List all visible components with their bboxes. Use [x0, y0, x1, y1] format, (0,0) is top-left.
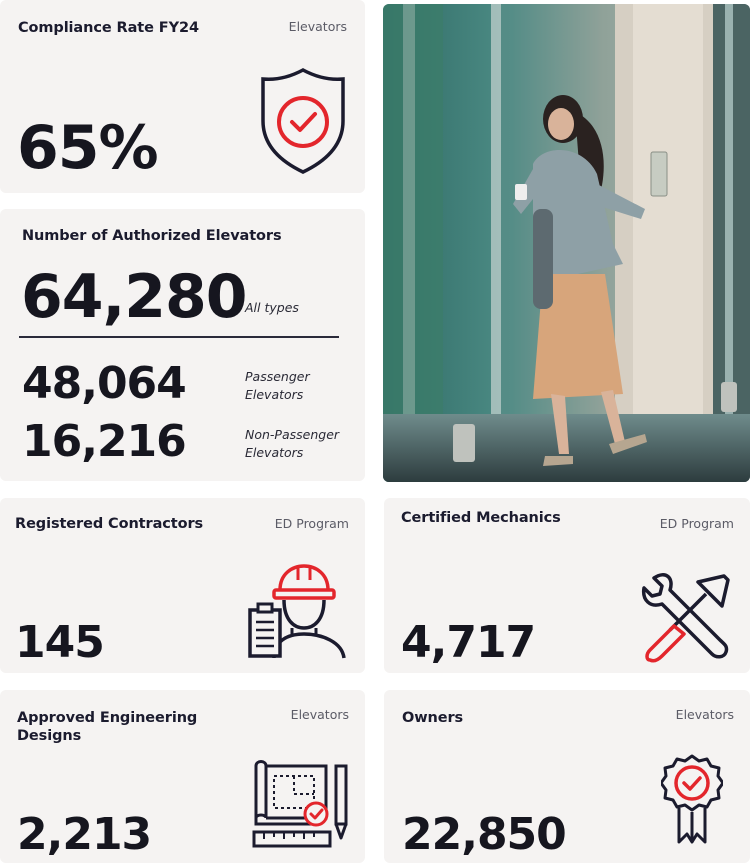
nonpassenger-note: Non-Passenger Elevators: [245, 427, 340, 460]
compliance-title: Compliance Rate FY24: [18, 20, 199, 36]
passenger-value: 48,064: [22, 358, 186, 409]
compliance-card: [0, 0, 365, 193]
owners-value: 22,850: [402, 809, 566, 860]
award-rosette-icon: [661, 754, 723, 846]
mechanics-title: Certified Mechanics: [401, 510, 561, 526]
authorized-total: 64,280: [21, 262, 247, 332]
blueprint-pencil-icon: [248, 758, 354, 854]
designs-title: Approved Engineering Designs: [17, 710, 198, 744]
shield-check-icon: [258, 66, 348, 176]
owners-tag: Elevators: [675, 707, 734, 722]
compliance-value: 65%: [17, 113, 158, 183]
nonpassenger-value: 16,216: [22, 416, 186, 467]
owners-title: Owners: [402, 710, 464, 726]
designs-tag: Elevators: [290, 707, 349, 722]
authorized-total-note: All types: [245, 300, 299, 315]
contractors-card: [0, 498, 365, 673]
mechanics-value: 4,717: [401, 617, 536, 668]
mechanics-card: [384, 498, 750, 673]
divider: [19, 336, 339, 338]
mechanics-tag: ED Program: [659, 516, 734, 531]
owners-card: [384, 690, 750, 863]
wrench-screwdriver-icon: [640, 572, 732, 664]
contractors-title: Registered Contractors: [15, 516, 204, 532]
designs-value: 2,213: [17, 809, 152, 860]
designs-card: [0, 690, 365, 863]
woman-entering-elevator-photo: [383, 4, 750, 482]
hardhat-worker-clipboard-icon: [246, 562, 348, 662]
contractors-tag: ED Program: [274, 516, 349, 531]
passenger-note: Passenger Elevators: [245, 369, 310, 402]
contractors-value: 145: [15, 617, 104, 668]
compliance-tag: Elevators: [288, 19, 347, 34]
authorized-title: Number of Authorized Elevators: [22, 228, 282, 244]
authorized-elevators-card: [0, 209, 365, 481]
